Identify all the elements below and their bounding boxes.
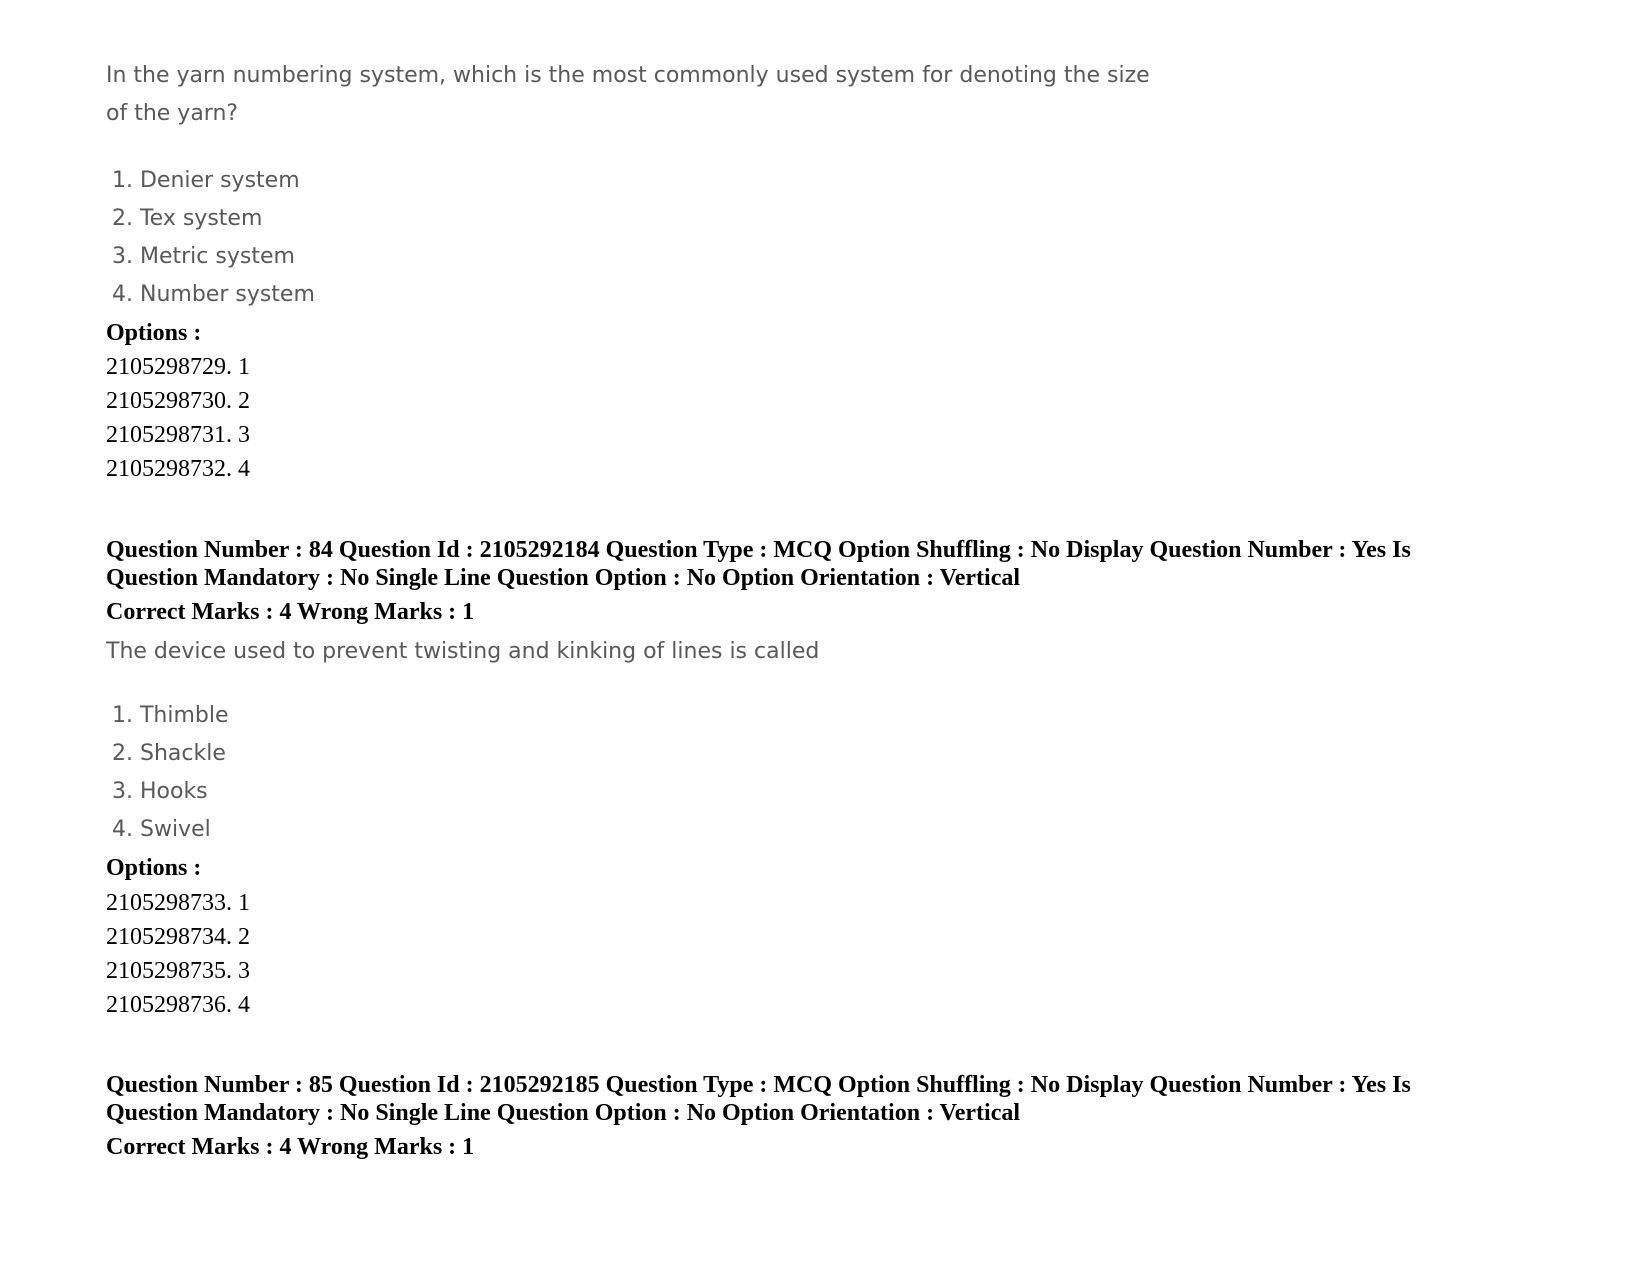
choice-item: 1. Thimble [112,703,229,728]
choice-item: 2. Tex system [112,206,263,231]
option-id: 2105298729. 1 [106,354,250,380]
question-meta-line-1: Question Number : 85 Question Id : 2105292185 Question Type : MCQ Option Shuffling : No Display Question Number : Yes Is [106,1072,1411,1098]
marks-line: Correct Marks : 4 Wrong Marks : 1 [106,599,475,625]
choice-item: 3. Metric system [112,244,295,269]
choice-item: 4. Number system [112,282,315,307]
choice-item: 2. Shackle [112,741,226,766]
choice-item: 3. Hooks [112,779,208,804]
question-text: The device used to prevent twisting and kinking of lines is called [106,639,820,664]
option-id: 2105298735. 3 [106,958,250,984]
options-label: Options : [106,320,202,346]
question-text-line-2: of the yarn? [106,101,239,126]
option-id: 2105298733. 1 [106,890,250,916]
choice-item: 1. Denier system [112,168,300,193]
option-id: 2105298732. 4 [106,456,250,482]
options-label: Options : [106,855,202,881]
question-meta-line-2: Question Mandatory : No Single Line Question Option : No Option Orientation : Vertical [106,565,1021,591]
option-id: 2105298731. 3 [106,422,250,448]
marks-line: Correct Marks : 4 Wrong Marks : 1 [106,1134,475,1160]
option-id: 2105298730. 2 [106,388,250,414]
option-id: 2105298734. 2 [106,924,250,950]
choice-item: 4. Swivel [112,817,211,842]
question-meta-line-1: Question Number : 84 Question Id : 2105292184 Question Type : MCQ Option Shuffling : No Display Question Number : Yes Is [106,537,1411,563]
question-text-line-1: In the yarn numbering system, which is the most commonly used system for denoting the size [106,63,1150,88]
option-id: 2105298736. 4 [106,992,250,1018]
question-meta-line-2: Question Mandatory : No Single Line Question Option : No Option Orientation : Vertical [106,1100,1021,1126]
